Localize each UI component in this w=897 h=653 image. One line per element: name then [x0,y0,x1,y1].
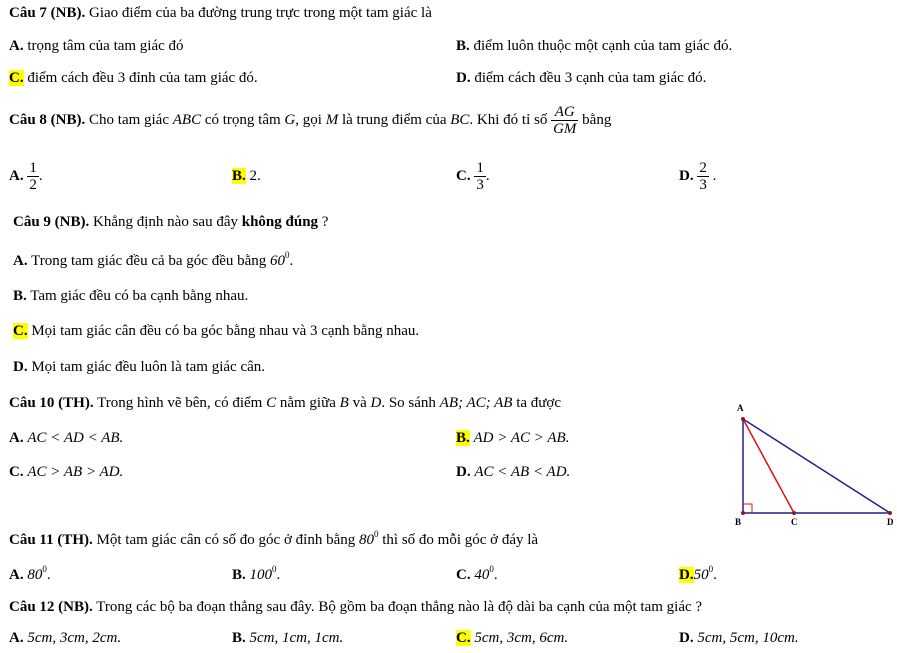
question-9-option-a: A. Trong tam giác đều cả ba góc đều bằng $60^0$. [13,250,294,269]
question-7-option-a: A. trọng tâm của tam giác đó [9,38,184,54]
question-11-option-d: $D.50^0$. [679,564,717,583]
question-9-option-b: B. Tam giác đều có ba cạnh bằng nhau. [13,288,249,304]
question-11-option-c: C. $40^0$. [456,564,498,583]
segment-ac [743,419,794,513]
label-b: B [735,517,742,527]
question-7-option-c: C. điểm cách đều 3 đỉnh của tam giác đó. [9,70,258,86]
point-b [741,511,745,515]
point-d [888,511,892,515]
question-9-option-d: D. Mọi tam giác đều luôn là tam giác cân. [13,359,266,375]
question-10-option-b: B. AD > AC > AB. [456,430,570,446]
triangle-figure [730,400,896,530]
point-c [792,511,796,515]
question-12-option-c: C. 5cm, 3cm, 6cm. [456,630,569,646]
question-8-option-a: A. $\frac{1}{2}$ . [9,160,43,194]
answer-highlight: B. [232,168,246,184]
question-10-stem: Câu 10 (TH). Trong hình vẽ bên, có điểm C nằm giữa B và D. So sánh AB; AC; AB ta được [9,395,561,411]
question-12-option-a: A. 5cm, 3cm, 2cm. [9,630,122,646]
question-10-option-c: C. AC > AB > AD. [9,464,124,480]
point-a [741,417,745,421]
segment-ad [743,419,890,513]
question-7-stem: Câu 7 (NB). Giao điểm của ba đường trung trực trong một tam giác là [9,5,432,21]
question-10-option-d: D. AC < AB < AD. [456,464,571,480]
label-d: D [887,517,894,527]
question-9-option-c: C. Mọi tam giác cân đều có ba góc bằng nhau và 3 cạnh bằng nhau. [13,323,420,339]
answer-highlight: C. [456,630,471,646]
answer-highlight: D. [679,567,694,583]
answer-highlight: C. [9,70,24,86]
label-a: A [737,403,744,413]
question-12-stem: Câu 12 (NB). Trong các bộ ba đoạn thẳng sau đây. Bộ gồm ba đoạn thẳng nào là độ dài ba cạnh của một tam giác ? [9,599,703,615]
question-7-option-b: B. điểm luôn thuộc một cạnh của tam giác đó. [456,38,733,54]
question-11-option-a: A. $80^0$. [9,564,51,583]
answer-highlight: B. [456,430,470,446]
question-10-option-a: A. AC < AD < AB. [9,430,124,446]
ratio-fraction: $\frac{AG}{GM}$ [553,104,577,138]
question-8-option-c: C. $\frac{1}{3}$ . [456,160,490,194]
question-12-option-b: B. 5cm, 1cm, 1cm. [232,630,344,646]
question-11-option-b: B. $100^0$. [232,564,281,583]
question-8-stem: Câu 8 (NB). Cho tam giác ABC có trọng tâm G, gọi M là trung điểm của BC. Khi đó tỉ số $\frac{AG}{GM}$ bằng [9,104,612,138]
question-9-stem: Câu 9 (NB). Khẳng định nào sau đây không đúng ? [13,214,329,230]
label-c: C [791,517,798,527]
question-8-option-b: B. 2. [232,168,261,184]
question-12-option-d: D. 5cm, 5cm, 10cm. [679,630,799,646]
question-11-stem: Câu 11 (TH). Một tam giác cân có số đo góc ở đỉnh bằng $80^0$ thì số đo mỗi góc ở đáy là [9,529,539,548]
answer-highlight: C. [13,323,28,339]
question-7-option-d: D. điểm cách đều 3 cạnh của tam giác đó. [456,70,707,86]
question-8-option-d: D. $\frac{2}{3}$ . [679,160,717,194]
